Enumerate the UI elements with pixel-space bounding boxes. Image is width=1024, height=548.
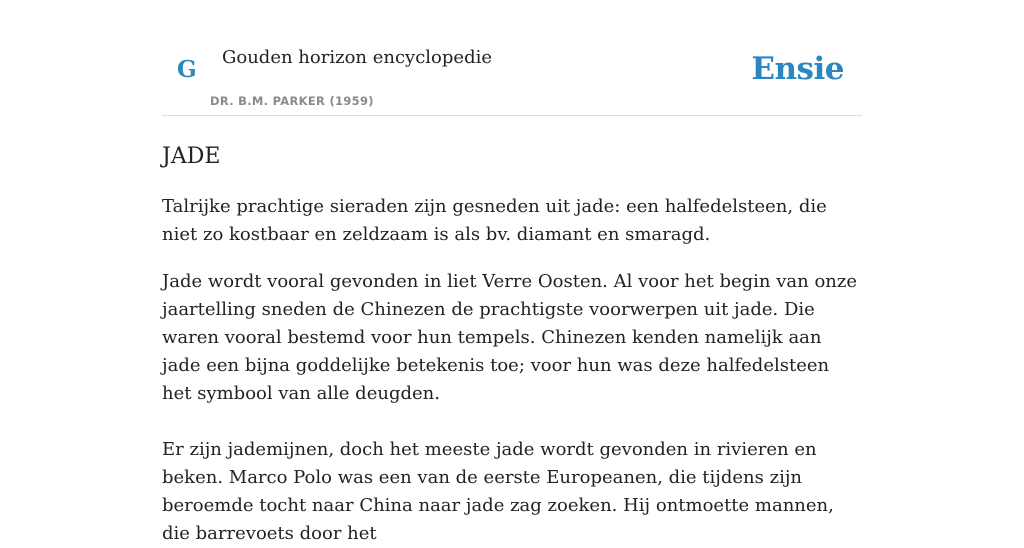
- entry-paragraph: Er zijn jademijnen, doch het meeste jade wordt gevonden in rivieren en beken. Marco Polo was een van de eerste Europeanen, die tijdens zijn beroemde tocht naar China naar jade zag zoeken. Hij ontmoette mannen, die barrevoets door het: [162, 439, 834, 544]
- source-author: DR. B.M. PARKER (1959): [210, 94, 374, 108]
- entry-paragraph: Talrijke prachtige sieraden zijn gesneden uit jade: een halfedelsteen, die niet zo kostbaar en zeldzaam is als bv. diamant en smaragd.: [162, 196, 827, 245]
- entry-paragraph: Jade wordt vooral gevonden in liet Verre Oosten. Al voor het begin van onze jaartelling sneden de Chinezen de prachtigste voorwerpen uit jade. Die waren vooral bestemd voor hun tempels. Chinezen kenden namelijk aan jade een bijna goddelijke betekenis toe; voor hun was deze halfedelsteen het symbool van alle deugden.: [162, 271, 858, 404]
- article-container: [162, 0, 862, 548]
- source-header: [162, 0, 862, 116]
- source-title[interactable]: Gouden horizon encyclopedie: [222, 47, 492, 68]
- entry-title: JADE: [162, 144, 221, 169]
- brand-logo-link[interactable]: Ensie: [751, 51, 844, 87]
- source-logo-icon: G: [177, 56, 197, 83]
